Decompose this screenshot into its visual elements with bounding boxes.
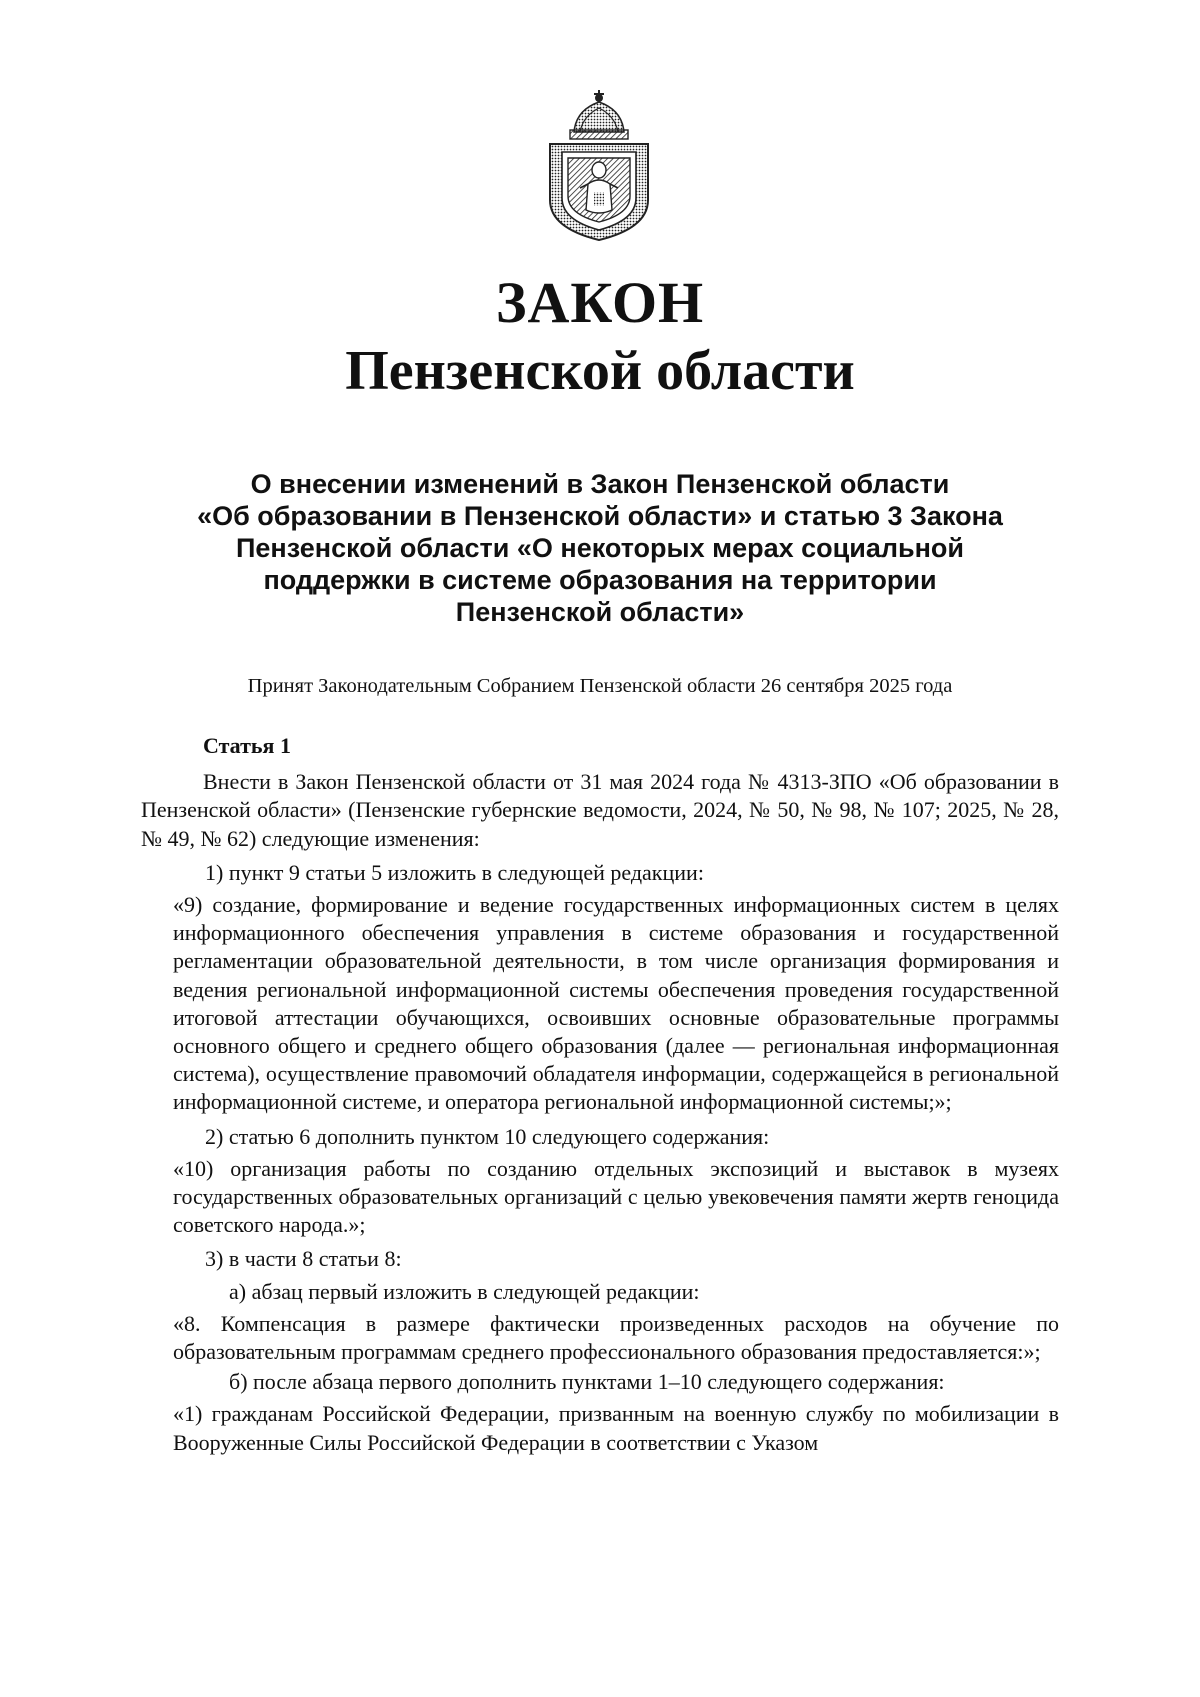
adoption-note: Принят Законодательным Собранием Пензенской области 26 сентября 2025 года (247, 675, 953, 697)
sub-item: а) абзац первый изложить в следующей редакции: (229, 1278, 700, 1304)
quoted-text: «10) организация работы по созданию отдельных экспозиций и выставок в музеях государственных образовательных организаций с целью увековечения памяти жертв геноцида советского народа.»; (173, 1155, 1059, 1238)
law-name-line: О внесении изменений в Закон Пензенской области (250, 469, 950, 499)
quoted-text: «8. Компенсация в размере фактически произведенных расходов на обучение по образовательным программам среднего профессионального образования предоставляется:»; (173, 1310, 1059, 1365)
list-item: 1) пункт 9 статьи 5 изложить в следующей редакции: (205, 859, 704, 885)
law-name (140, 468, 1060, 628)
crown-shape (570, 90, 628, 139)
law-name-line: поддержки в системе образования на территории (263, 565, 937, 595)
document-subtitle: Пензенской области (345, 340, 855, 402)
law-name-line: Пензенской области «О некоторых мерах социальной (235, 533, 965, 563)
list-item: 3) в части 8 статьи 8: (205, 1246, 402, 1272)
document-title: ЗАКОН (495, 270, 705, 335)
law-name-line: Пензенской области» (455, 597, 745, 627)
intro-paragraph: Внести в Закон Пензенской области от 31 мая 2024 года № 4313-ЗПО «Об образовании в Пензенской области» (Пензенские губернские ведомости, 2024, № 50, № 98, № 107; 2025, № 28, № 49, № 62) следующие изменения: (141, 769, 1059, 851)
quoted-text: «9) создание, формирование и ведение государственных информационных систем в целях информационного обеспечения управления в системе образования и государственной регламентации образовательной деятельности, в том числе организация формирования и ведения региональной информационной системы обеспечения проведения государственной итоговой аттестации обучающихся, освоивших основные образовательные программы основного общего и среднего общего образования (далее — региональная информационная система), осуществление правомочий обладателя информации, содержащейся в региональной информационной системе, и оператора региональной информационной системы;»; (173, 892, 1059, 1115)
coat-of-arms-icon (536, 88, 662, 244)
document-body (141, 732, 1059, 1457)
list-item: 2) статью 6 дополнить пунктом 10 следующего содержания: (205, 1123, 770, 1149)
law-name-line: «Об образовании в Пензенской области» и статью 3 Закона (197, 501, 1003, 531)
quoted-text: «1) гражданам Российской Федерации, призванным на военную службу по мобилизации в Вооруженные Силы Российской Федерации в соответствии с Указом (173, 1401, 1059, 1455)
sub-item: б) после абзаца первого дополнить пунктами 1–10 следующего содержания: (229, 1369, 945, 1395)
article-heading: Статья 1 (203, 733, 291, 758)
